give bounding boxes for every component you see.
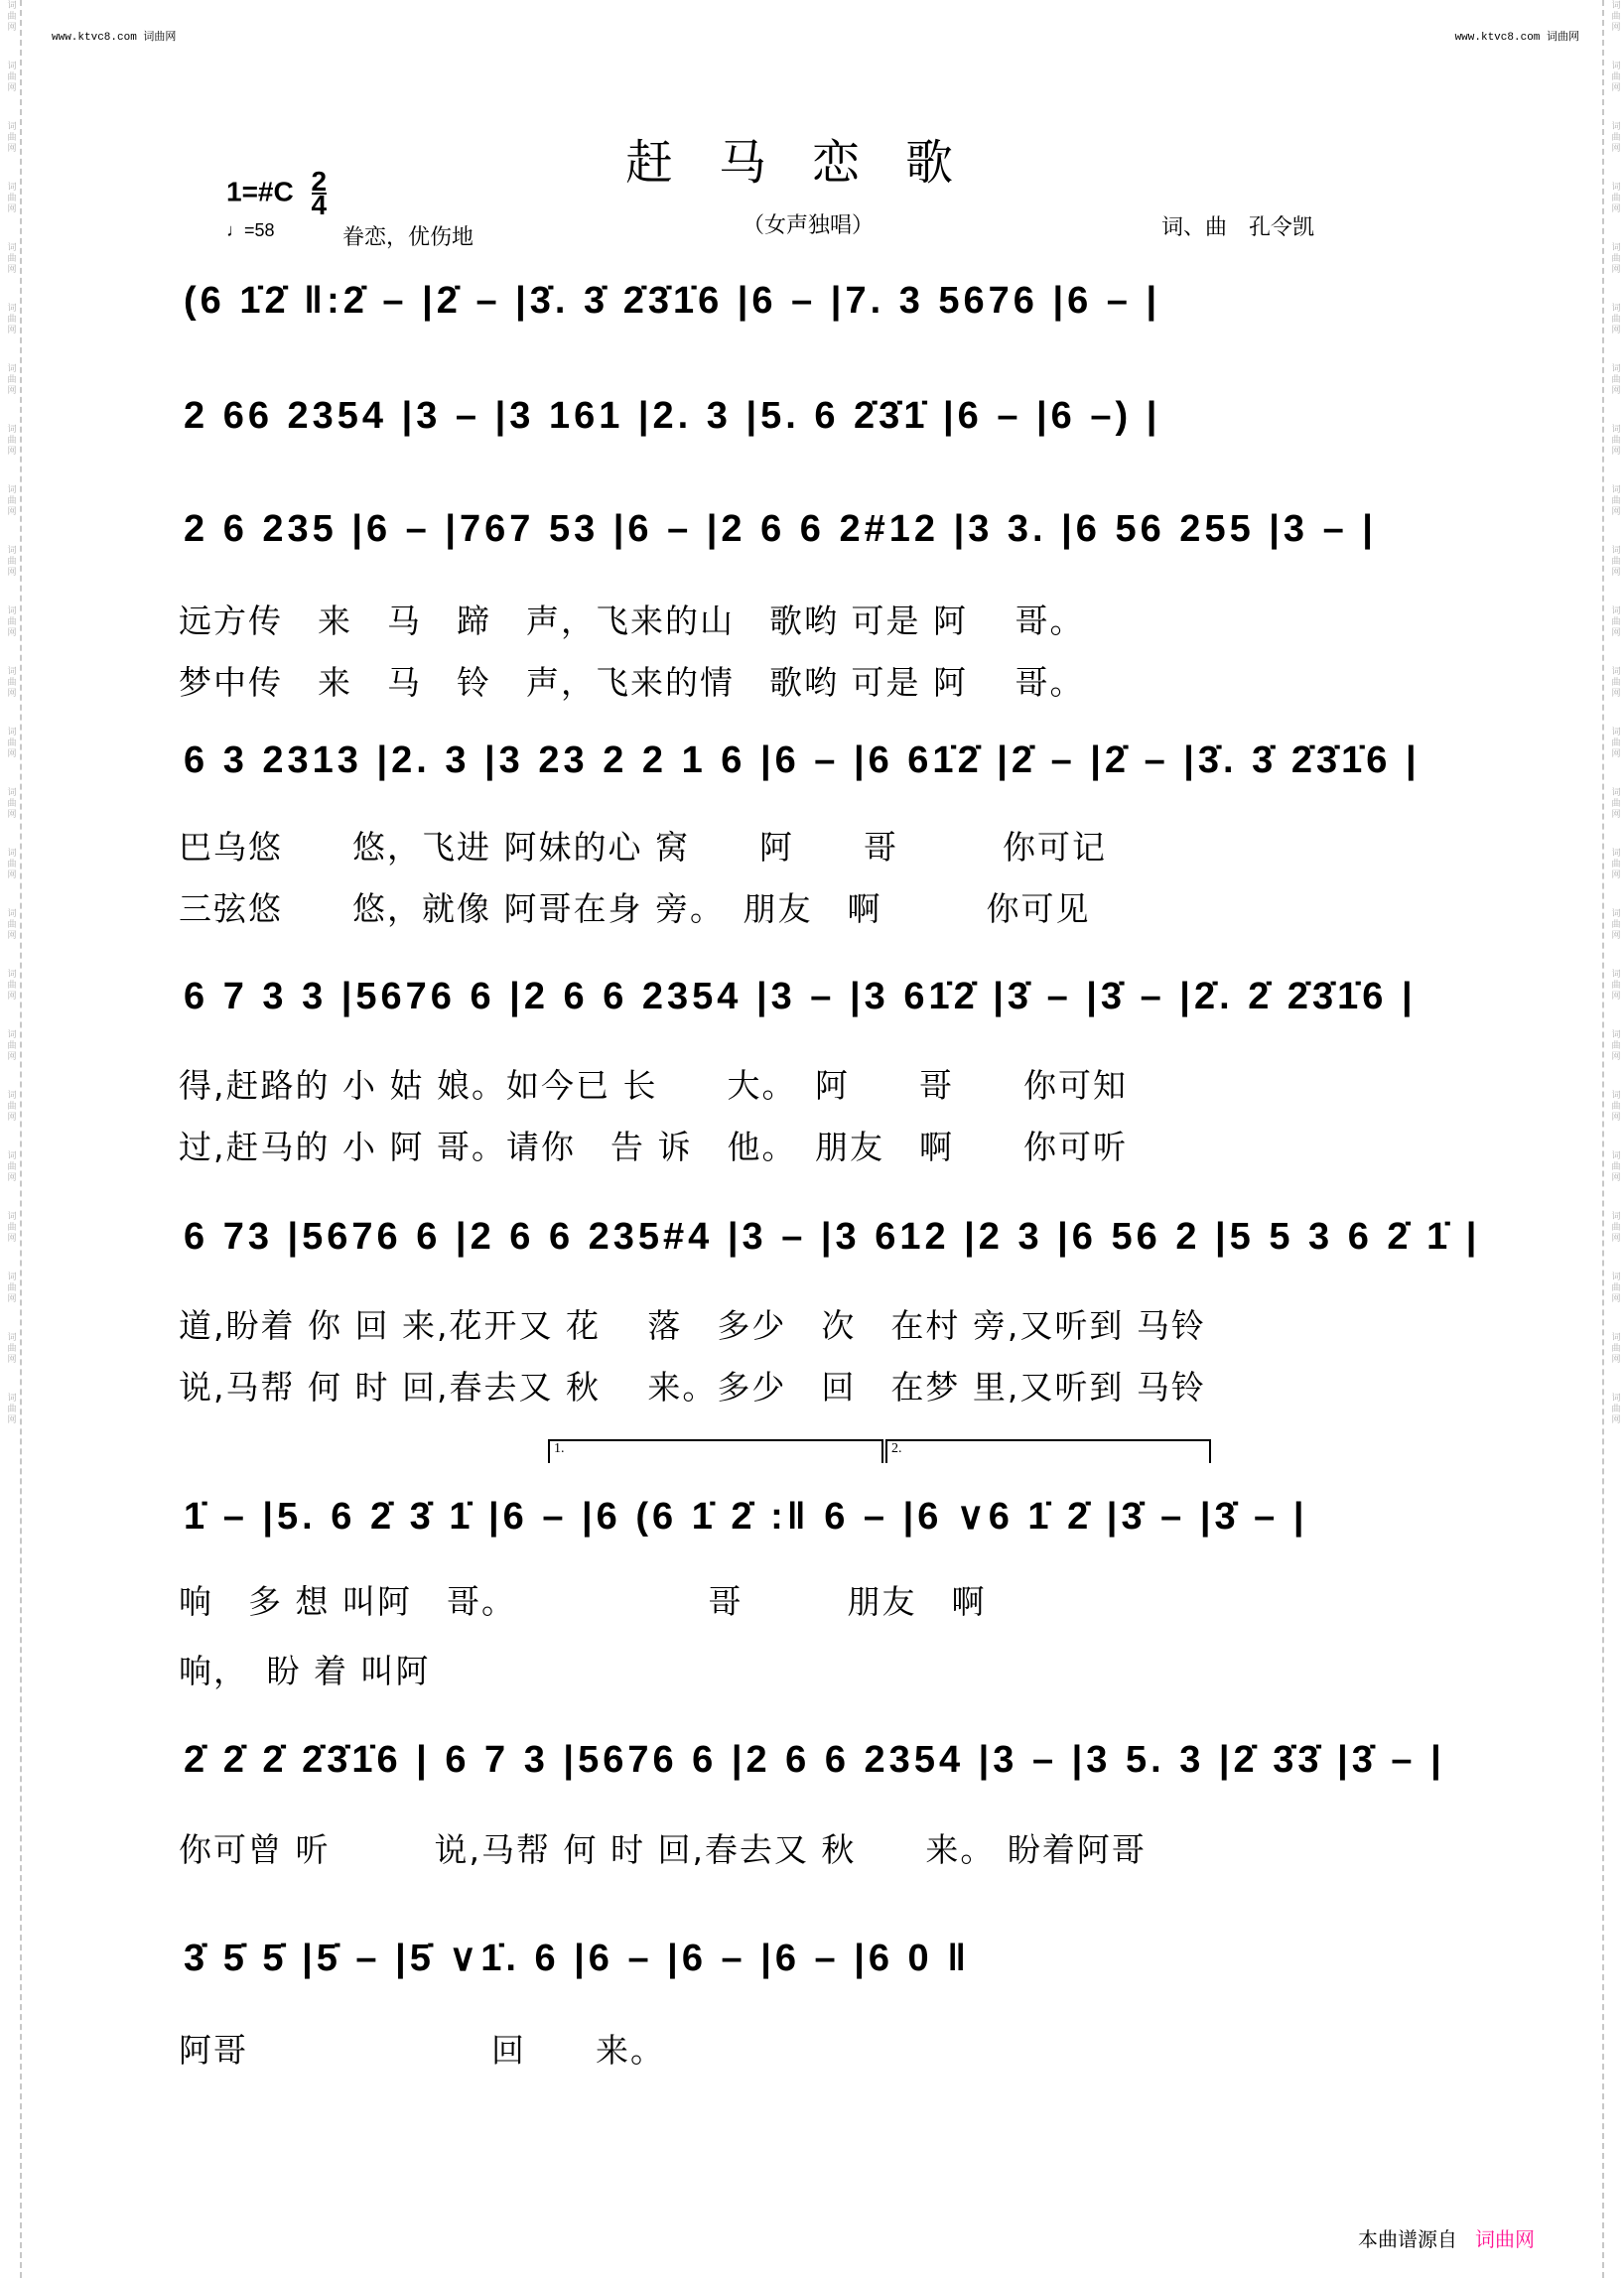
key-signature [226,166,328,220]
composer-credit: 词、曲 孔令凯 [1161,215,1315,240]
lyric-line-9: 阿哥 回 来。 [179,2031,665,2070]
lyric-line-7-verse-1: 响 多 想 叫阿 哥。 哥 朋友 啊 [179,1582,987,1621]
second-ending-bracket: 2. [885,1439,1211,1463]
site-url-right: www.ktvc8.com 词曲网 [1454,32,1579,44]
song-title: 赶马恋歌 [624,135,999,191]
notation-line-9: 3̇ 5̇ 5̇ |5̇ – |5̇ ∨1̇. 6 |6 – |6 – |6 – |6 0 ‖ [184,1938,971,1979]
left-dashed-margin [0,0,22,2278]
lyric-line-4-verse-1: 巴乌悠 悠，飞进 阿妹的心 窝 阿 哥 你可记 [179,828,1107,867]
lyric-line-4-verse-2: 三弦悠 悠，就像 阿哥在身 旁。 朋友 啊 你可见 [179,889,1091,928]
notation-line-2: 2 66 2354 |3 – |3 161 |2. 3 |5. 6 2̇3̇1̇ |6 – |6 –) | [184,395,1161,437]
lyric-line-3-verse-2: 梦中传 来 马 铃 声，飞来的情 歌哟 可是 阿 哥。 [179,663,1085,702]
lyric-line-8: 你可曾 听 说,马帮 何 时 回,春去又 秋 来。 盼着阿哥 [179,1830,1147,1869]
source-label: 本曲谱源自 [1358,2227,1457,2251]
left-edge-watermark: 词曲网 词曲网 词曲网 词曲网 词曲网 词曲网 词曲网 词曲网 词曲网 词曲网 词曲网 词曲网 词曲网 词曲网 词曲网 词曲网 词曲网 词曲网 词曲网 词曲网 词曲网 词曲网 词曲网 词曲网 [5,0,16,1425]
notation-line-1: (6 1̇2̇ ‖:2̇ – |2̇ – |3̇. 3̇ 2̇3̇1̇6 |6 – |7. 3 5676 |6 – | [184,280,1161,322]
lyric-line-7-verse-2: 响， 盼 着 叫阿 [179,1652,431,1690]
notation-line-8: 2̇ 2̇ 2̇ 2̇3̇1̇6 | 6 7 3 |5676 6 |2 6 6 2354 |3 – |3 5. 3 |2̇ 3̇3̇ |3̇ – | [184,1739,1445,1781]
notation-line-6: 6 73 |5676 6 |2 6 6 235#4 |3 – |3 612 |2 3 |6 56 2 |5 5 3 6 2̇ 1̇ | [184,1216,1481,1258]
lyric-line-3-verse-1: 远方传 来 马 蹄 声，飞来的山 歌哟 可是 阿 哥。 [179,602,1085,640]
expression-marking: 眷恋，优伤地 [342,225,474,250]
site-url-left: www.ktvc8.com 词曲网 [52,32,177,44]
lyric-line-6-verse-1: 道,盼着 你 回 来,花开又 花 落 多少 次 在村 旁,又听到 马铃 [179,1306,1206,1345]
right-edge-watermark: 词曲网 词曲网 词曲网 词曲网 词曲网 词曲网 词曲网 词曲网 词曲网 词曲网 词曲网 词曲网 词曲网 词曲网 词曲网 词曲网 词曲网 词曲网 词曲网 词曲网 词曲网 词曲网 词曲网 词曲网 [1609,0,1620,1425]
notation-line-7: 1̇ – |5. 6 2̇ 3̇ 1̇ |6 – |6 (6 1̇ 2̇ :‖ 6 – |6 ∨6 1̇ 2̇ |3̇ – |3̇ – | [184,1496,1308,1538]
source-footer [1358,2223,1535,2252]
tempo-marking: ♩=58 [226,220,275,240]
notation-line-3: 2 6 235 |6 – |767 53 |6 – |2 6 6 2#12 |3 3. |6 56 255 |3 – | [184,508,1377,550]
lyric-line-6-verse-2: 说,马帮 何 时 回,春去又 秋 来。多少 回 在梦 里,又听到 马铃 [179,1368,1206,1407]
right-dashed-margin [1602,0,1624,2278]
lyric-line-5-verse-1: 得,赶路的 小 姑 娘。如今已 长 大。 阿 哥 你可知 [179,1066,1128,1105]
time-signature: $\frac{2}{4}$ [311,166,328,220]
brand-link[interactable]: 词曲网 [1475,2227,1535,2251]
notation-line-5: 6 7 3 3 |5676 6 |2 6 6 2354 |3 – |3 61̇2̇ |3̇ – |3̇ – |2̇. 2̇ 2̇3̇1̇6 | [184,976,1417,1017]
lyric-line-5-verse-2: 过,赶马的 小 阿 哥。请你 告 诉 他。 朋友 啊 你可听 [179,1128,1128,1166]
first-ending-bracket: 1. [548,1439,883,1463]
notation-line-4: 6 3 2313 |2. 3 |3 23 2 2 1 6 |6 – |6 61̇2̇ |2̇ – |2̇ – |3̇. 3̇ 2̇3̇1̇6 | [184,739,1421,781]
key-label: 1=#C [226,176,294,207]
performance-subtitle: （女声独唱） [743,213,875,238]
